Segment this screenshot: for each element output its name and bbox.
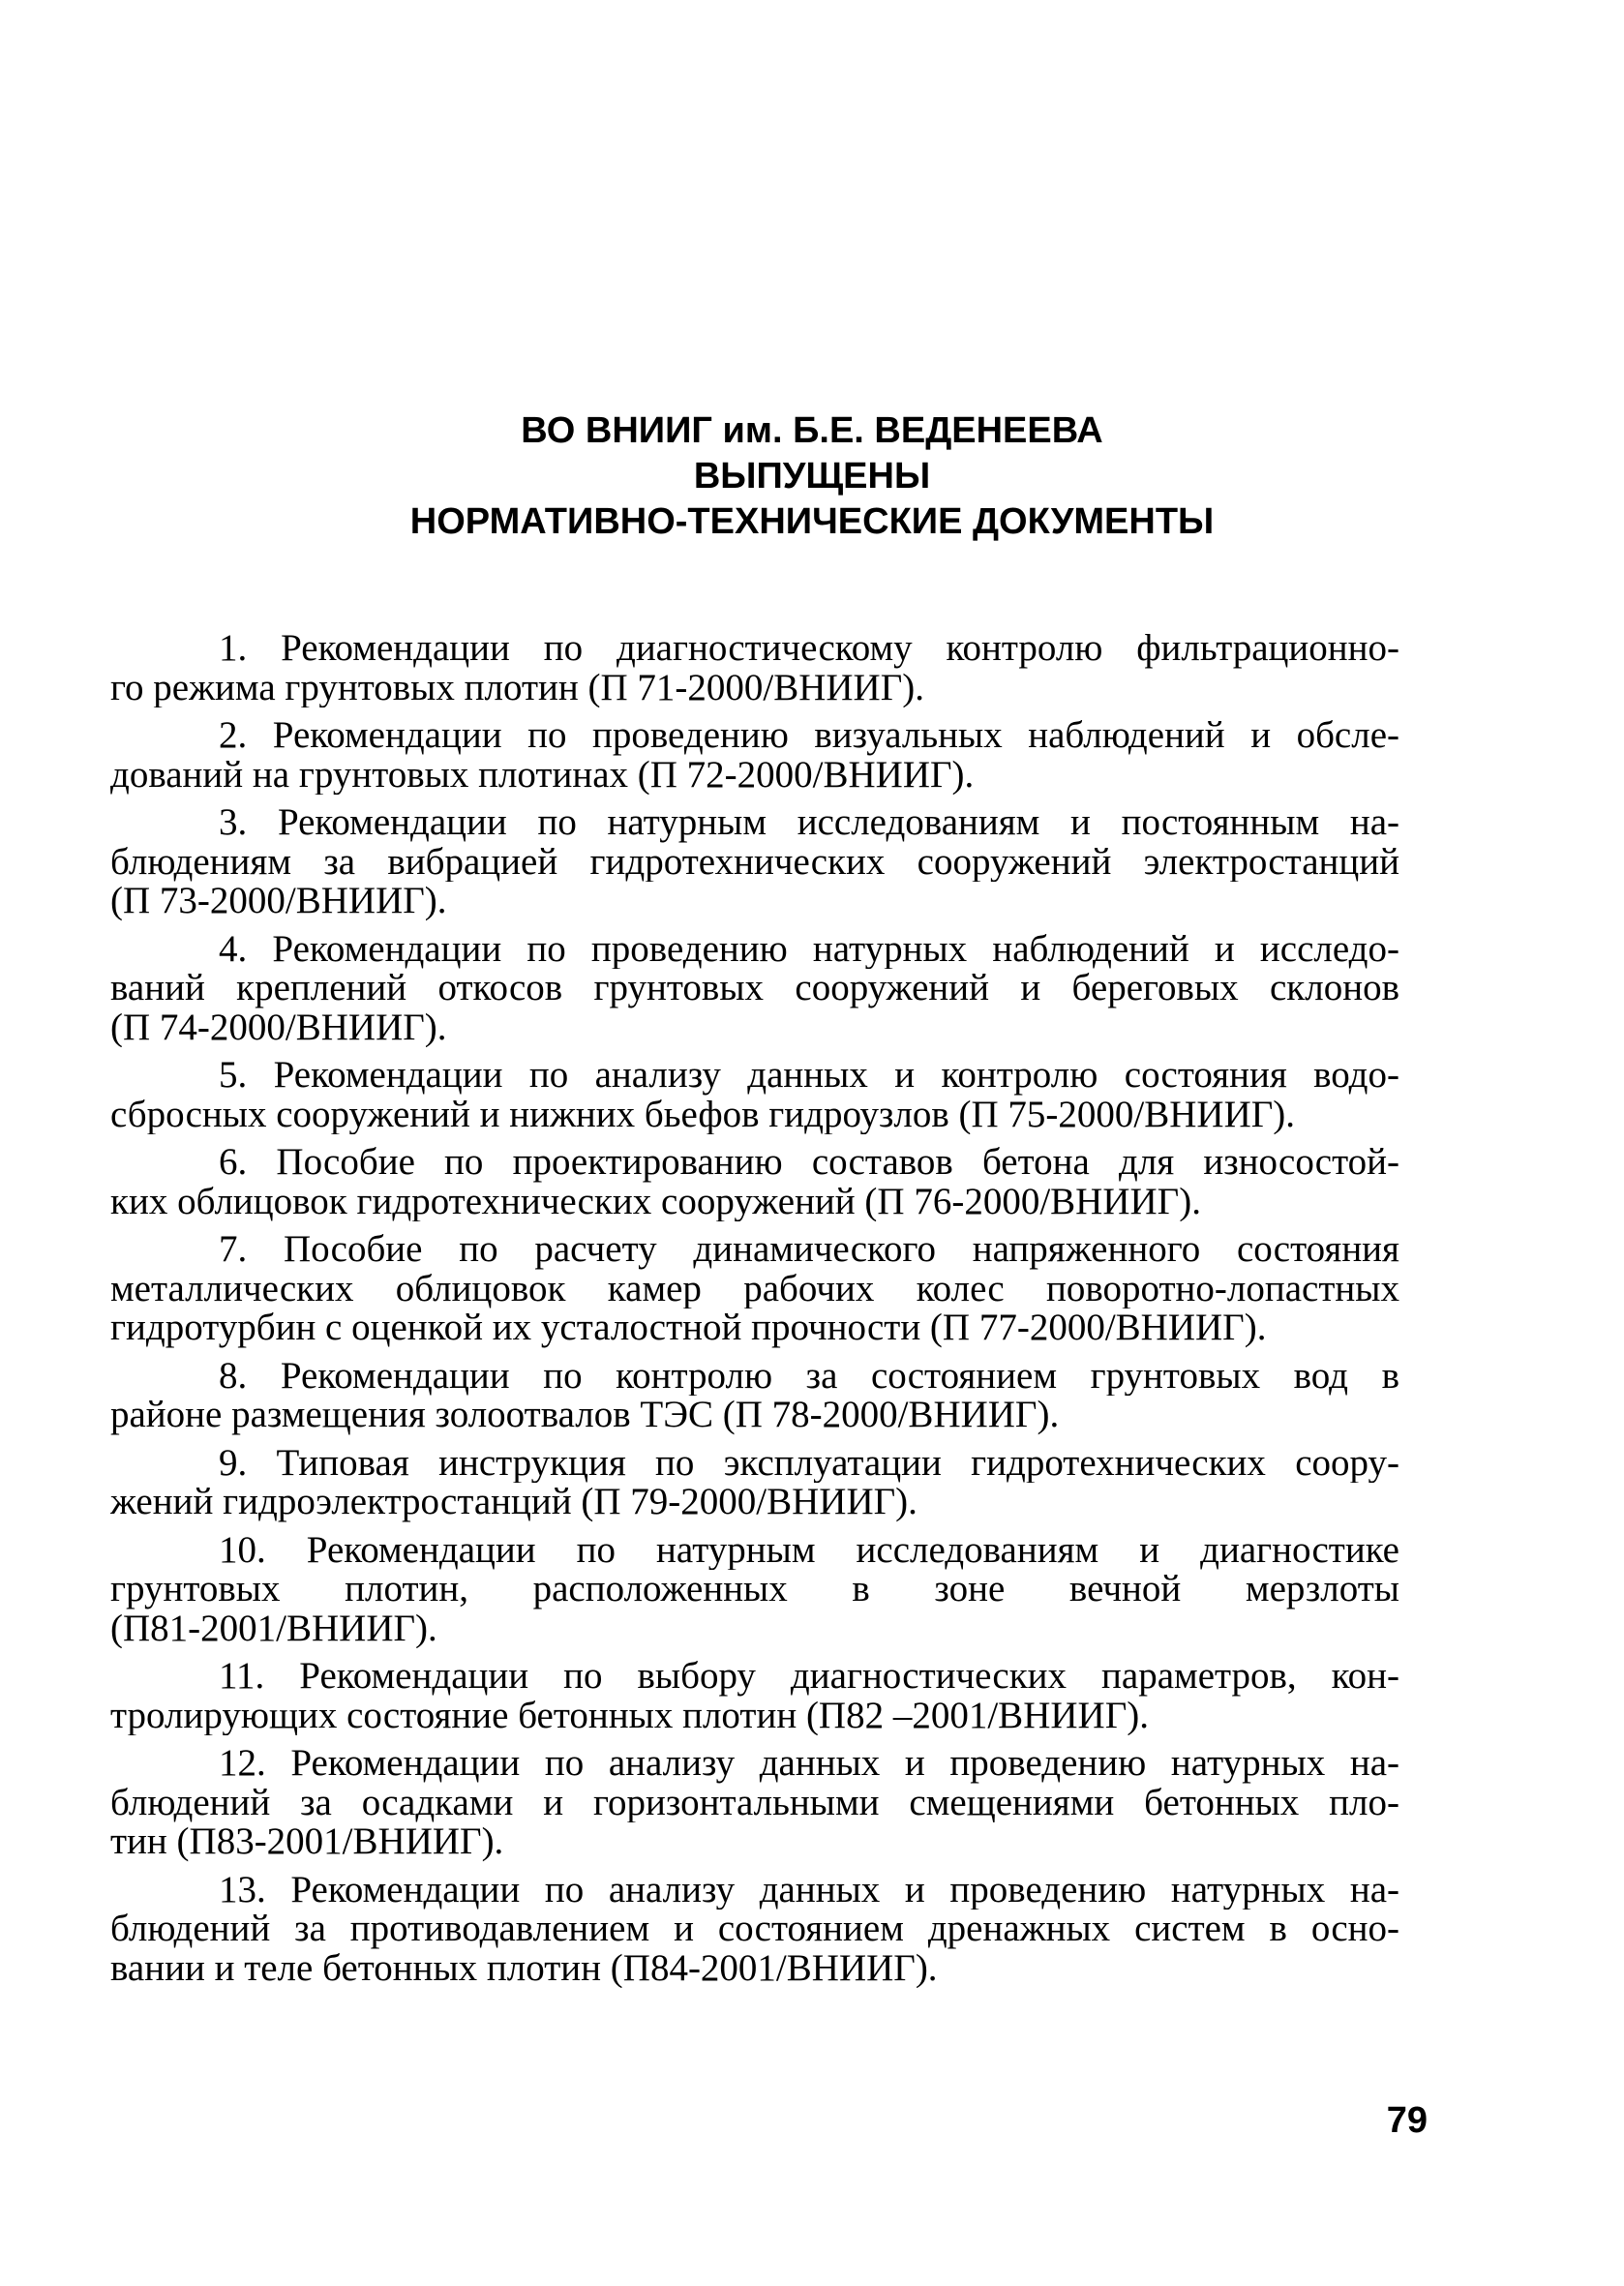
list-item [110,803,1399,921]
list-item [110,629,1399,707]
document-heading [0,408,1624,545]
list-item [110,716,1399,795]
list-item [110,1744,1399,1862]
list-item-line: вании и теле бетонных плотин (П84-2001/ВНИИГ). [110,1948,938,1988]
list-item-line: 10. Рекомендации по натурным исследованиям и диагностике [219,1530,1399,1570]
list-item-line: 11. Рекомендации по выбору диагностических параметров, кон- [219,1657,1399,1697]
list-item-line: 13. Рекомендации по анализу данных и проведению натурных на- [219,1870,1399,1910]
list-item-line: (П81-2001/ВНИИГ). [110,1609,437,1648]
list-item [110,1357,1399,1435]
list-item [110,1444,1399,1522]
list-item-line: грунтовых плотин, расположенных в зоне вечной мерзлоты [110,1570,1399,1609]
list-item-line: дований на грунтовых плотинах (П 72-2000/ВНИИГ). [110,755,975,795]
list-item-line: ваний креплений откосов грунтовых сооружений и береговых склонов [110,969,1399,1008]
list-item-line: 6. Пособие по проектированию составов бетона для износостой- [219,1143,1399,1183]
heading-line-2: ВЫПУЩЕНЫ [693,456,931,496]
list-item-line: тролирующих состояние бетонных плотин (П82 –2001/ВНИИГ). [110,1696,1149,1735]
list-item-line: го режима грунтовых плотин (П 71-2000/ВНИИГ). [110,668,924,707]
list-item [110,1657,1399,1735]
list-item-line: металлических облицовок камер рабочих колес поворотно-лопастных [110,1269,1399,1308]
list-item-line: блюдениям за вибрацией гидротехнических сооружений электростанций [110,842,1399,882]
page-number: 79 [1386,2100,1428,2141]
list-item-line: 4. Рекомендации по проведению натурных наблюдений и исследо- [219,929,1399,969]
list-item-line: 7. Пособие по расчету динамического напряженного состояния [219,1230,1399,1270]
list-item-line: 12. Рекомендации по анализу данных и проведению натурных на- [219,1744,1399,1784]
list-item-line: 2. Рекомендации по проведению визуальных наблюдений и обсле- [219,716,1399,756]
list-item-line: блюдений за осадками и горизонтальными смещениями бетонных пло- [110,1783,1399,1822]
list-item-line: (П 73-2000/ВНИИГ). [110,882,447,921]
list-item-line: 1. Рекомендации по диагностическому контролю фильтрационно- [219,629,1399,669]
list-item-line: тин (П83-2001/ВНИИГ). [110,1822,504,1862]
heading-line-3: НОРМАТИВНО-ТЕХНИЧЕСКИЕ ДОКУМЕНТЫ [409,501,1215,542]
list-item-line: районе размещения золоотвалов ТЭС (П 78-2000/ВНИИГ). [110,1396,1060,1435]
list-item-line: 3. Рекомендации по натурным исследованиям и постоянным на- [219,803,1399,843]
heading-line-1: ВО ВНИИГ им. Б.Е. ВЕДЕНЕЕВА [521,410,1103,451]
list-item-line: ких облицовок гидротехнических сооружений (П 76-2000/ВНИИГ). [110,1182,1201,1221]
list-item [110,1871,1399,1989]
list-item-line: гидротурбин с оценкой их усталостной прочности (П 77-2000/ВНИИГ). [110,1308,1267,1348]
list-item-line: (П 74-2000/ВНИИГ). [110,1008,447,1047]
list-item-line: 5. Рекомендации по анализу данных и контролю состояния водо- [219,1056,1399,1096]
list-item [110,1230,1399,1348]
list-item [110,930,1399,1048]
list-item [110,1531,1399,1649]
list-item [110,1056,1399,1134]
list-item-line: 9. Типовая инструкция по эксплуатации гидротехнических соору- [219,1443,1399,1483]
list-item [110,1143,1399,1221]
list-item-line: блюдений за противодавлением и состоянием дренажных систем в осно- [110,1910,1399,1949]
list-item-line: сбросных сооружений и нижних бьефов гидроузлов (П 75-2000/ВНИИГ). [110,1095,1296,1134]
list-item-line: 8. Рекомендации по контролю за состоянием грунтовых вод в [219,1356,1399,1396]
list-item-line: жений гидроэлектростанций (П 79-2000/ВНИИГ). [110,1483,917,1522]
document-list [110,629,1399,1997]
